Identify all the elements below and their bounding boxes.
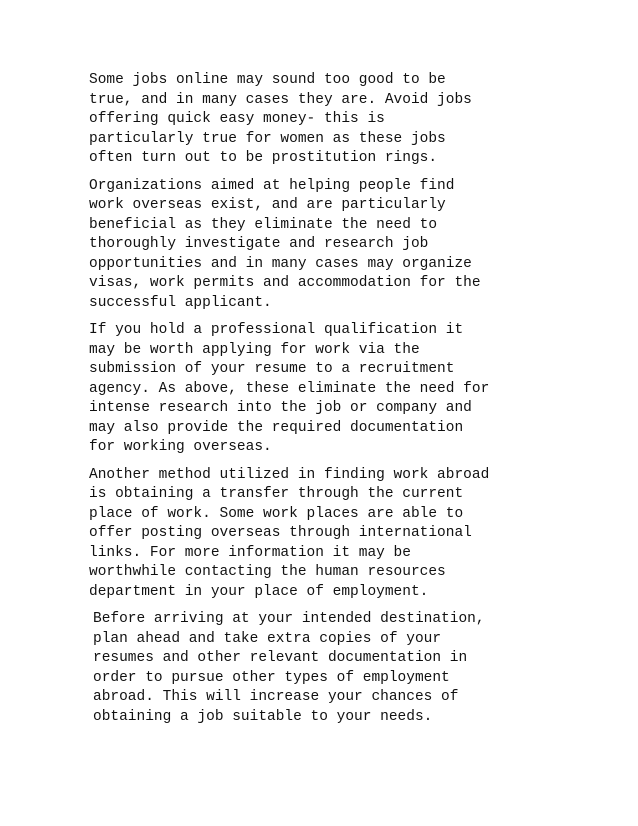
line: work overseas exist, and are particularly	[89, 197, 446, 213]
line: intense research into the job or company and	[89, 400, 472, 416]
line: true, and in many cases they are. Avoid jobs	[89, 91, 472, 108]
line: If you hold a professional qualification it	[89, 322, 464, 338]
line: particularly true for women as these jobs	[89, 130, 446, 147]
line: opportunities and in many cases may organize	[89, 255, 472, 272]
line: may also provide the required documentation	[89, 419, 464, 436]
document-body	[89, 71, 559, 735]
line: resumes and other relevant documentation in	[93, 650, 468, 666]
line: Organizations aimed at helping people find	[89, 177, 455, 194]
line: beneficial as they eliminate the need to	[89, 216, 438, 233]
line: department in your place of employment.	[89, 583, 429, 600]
line: links. For more information it may be	[89, 544, 411, 561]
line: offer posting overseas through international	[89, 525, 472, 541]
line: submission of your resume to a recruitment	[89, 361, 455, 377]
paragraph-2	[89, 177, 559, 314]
paragraph-5	[89, 610, 559, 727]
line: thoroughly investigate and research job	[89, 236, 429, 252]
line: plan ahead and take extra copies of your	[93, 630, 442, 647]
paragraph-1	[89, 71, 559, 169]
line: Some jobs online may sound too good to be	[89, 72, 446, 88]
line: successful applicant.	[89, 294, 272, 311]
line: for working overseas.	[89, 439, 272, 455]
line: place of work. Some work places are able to	[89, 505, 464, 522]
line: obtaining a job suitable to your needs.	[93, 708, 433, 725]
line: visas, work permits and accommodation for the	[89, 275, 481, 291]
line: offering quick easy money- this is	[89, 111, 385, 127]
line: agency. As above, these eliminate the need for	[89, 380, 490, 397]
line: order to pursue other types of employment	[93, 669, 450, 686]
line: Another method utilized in finding work abroad	[89, 466, 490, 483]
paragraph-4	[89, 466, 559, 603]
line: Before arriving at your intended destination,	[93, 611, 485, 627]
paragraph-3	[89, 321, 559, 458]
line: often turn out to be prostitution rings.	[89, 150, 438, 166]
line: worthwhile contacting the human resources	[89, 564, 446, 580]
line: is obtaining a transfer through the current	[89, 486, 464, 502]
line: may be worth applying for work via the	[89, 341, 420, 358]
line: abroad. This will increase your chances of	[93, 689, 459, 705]
